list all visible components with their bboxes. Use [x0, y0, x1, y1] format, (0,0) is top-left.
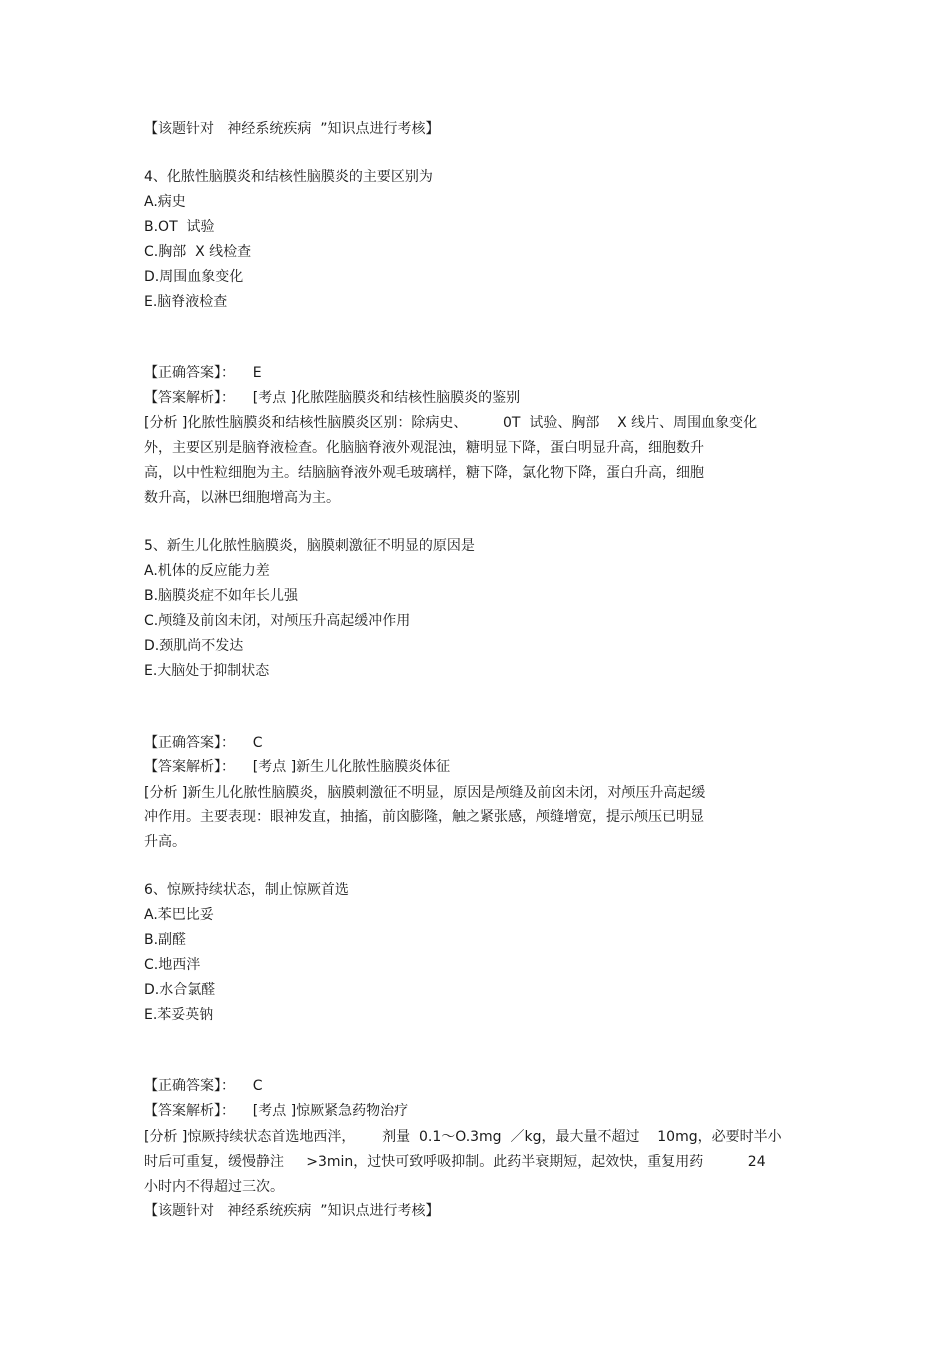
- q5-analysis-line: 冲作用。主要表现：眼神发直，抽搐，前囟膨隆，触之紧张感，颅缝增宽，提示颅压已明显: [144, 809, 704, 825]
- q6-analysis-line: 时后可重复，缓慢静注 >3min，过快可致呼吸抑制。此药半衰期短，起效快，重复用药 24: [144, 1154, 766, 1170]
- q6-option-e: E.苯妥英钠: [144, 1007, 214, 1023]
- topic-tag: 【该题针对 神经系统疾病 ”知识点进行考核】: [144, 1203, 440, 1219]
- q4-analysis-line: 高，以中性粒细胞为主。结脑脑脊液外观毛玻璃样，糖下降，氯化物下降，蛋白升高，细胞: [144, 465, 704, 481]
- q6-analysis-line: 小时内不得超过三次。: [144, 1179, 284, 1195]
- q6-answer-explanation: 【答案解析】： [考点 ]惊厥紧急药物治疗: [144, 1103, 409, 1119]
- q4-option-c: C.胸部 X 线检查: [144, 244, 252, 260]
- q5-analysis-line: [分析 ]新生儿化脓性脑膜炎，脑膜刺激征不明显，原因是颅缝及前囟未闭，对颅压升高起缓: [144, 785, 706, 801]
- q4-analysis-line: 数升高，以淋巴细胞增高为主。: [144, 490, 340, 506]
- topic-tag: 【该题针对 神经系统疾病 ”知识点进行考核】: [144, 121, 440, 137]
- q5-option-a: A.机体的反应能力差: [144, 563, 270, 579]
- q5-correct-answer: 【正确答案】： C: [144, 735, 263, 751]
- q4-option-d: D.周围血象变化: [144, 269, 244, 285]
- question-6: 6、惊厥持续状态，制止惊厥首选: [144, 882, 349, 898]
- q4-analysis-line: [分析 ]化脓性脑膜炎和结核性脑膜炎区别：除病史、 0T 试验、胸部 X 线片、周围血象变化: [144, 415, 758, 431]
- q6-analysis-line: [分析 ]惊厥持续状态首选地西泮， 剂量 0.1～O.3mg ／kg，最大量不超过 10mg，必要时半小: [144, 1129, 782, 1145]
- q5-answer-explanation: 【答案解析】： [考点 ]新生儿化脓性脑膜炎体征: [144, 759, 451, 775]
- q4-option-e: E.脑脊液检查: [144, 294, 228, 310]
- q6-option-c: C.地西泮: [144, 957, 201, 973]
- q6-correct-answer: 【正确答案】： C: [144, 1078, 263, 1094]
- question-4: 4、化脓性脑膜炎和结核性脑膜炎的主要区别为: [144, 169, 433, 185]
- q5-option-d: D.颈肌尚不发达: [144, 638, 244, 654]
- q5-option-c: C.颅缝及前囟未闭，对颅压升高起缓冲作用: [144, 613, 411, 629]
- q5-analysis-line: 升高。: [144, 834, 186, 850]
- q6-option-b: B.副醛: [144, 932, 187, 948]
- q4-option-a: A.病史: [144, 194, 186, 210]
- q4-option-b: B.OT 试验: [144, 219, 215, 235]
- q4-answer-explanation: 【答案解析】： [考点 ]化脓陛脑膜炎和结核性脑膜炎的鉴别: [144, 390, 521, 406]
- q5-option-b: B.脑膜炎症不如年长儿强: [144, 588, 299, 604]
- q6-option-a: A.苯巴比妥: [144, 907, 214, 923]
- question-5: 5、新生儿化脓性脑膜炎，脑膜刺激征不明显的原因是: [144, 538, 475, 554]
- q4-analysis-line: 外，主要区别是脑脊液检查。化脑脑脊液外观混浊，糖明显下降，蛋白明显升高，细胞数升: [144, 440, 704, 456]
- q6-option-d: D.水合氯醛: [144, 982, 216, 998]
- q4-correct-answer: 【正确答案】： E: [144, 365, 262, 381]
- q5-option-e: E.大脑处于抑制状态: [144, 663, 270, 679]
